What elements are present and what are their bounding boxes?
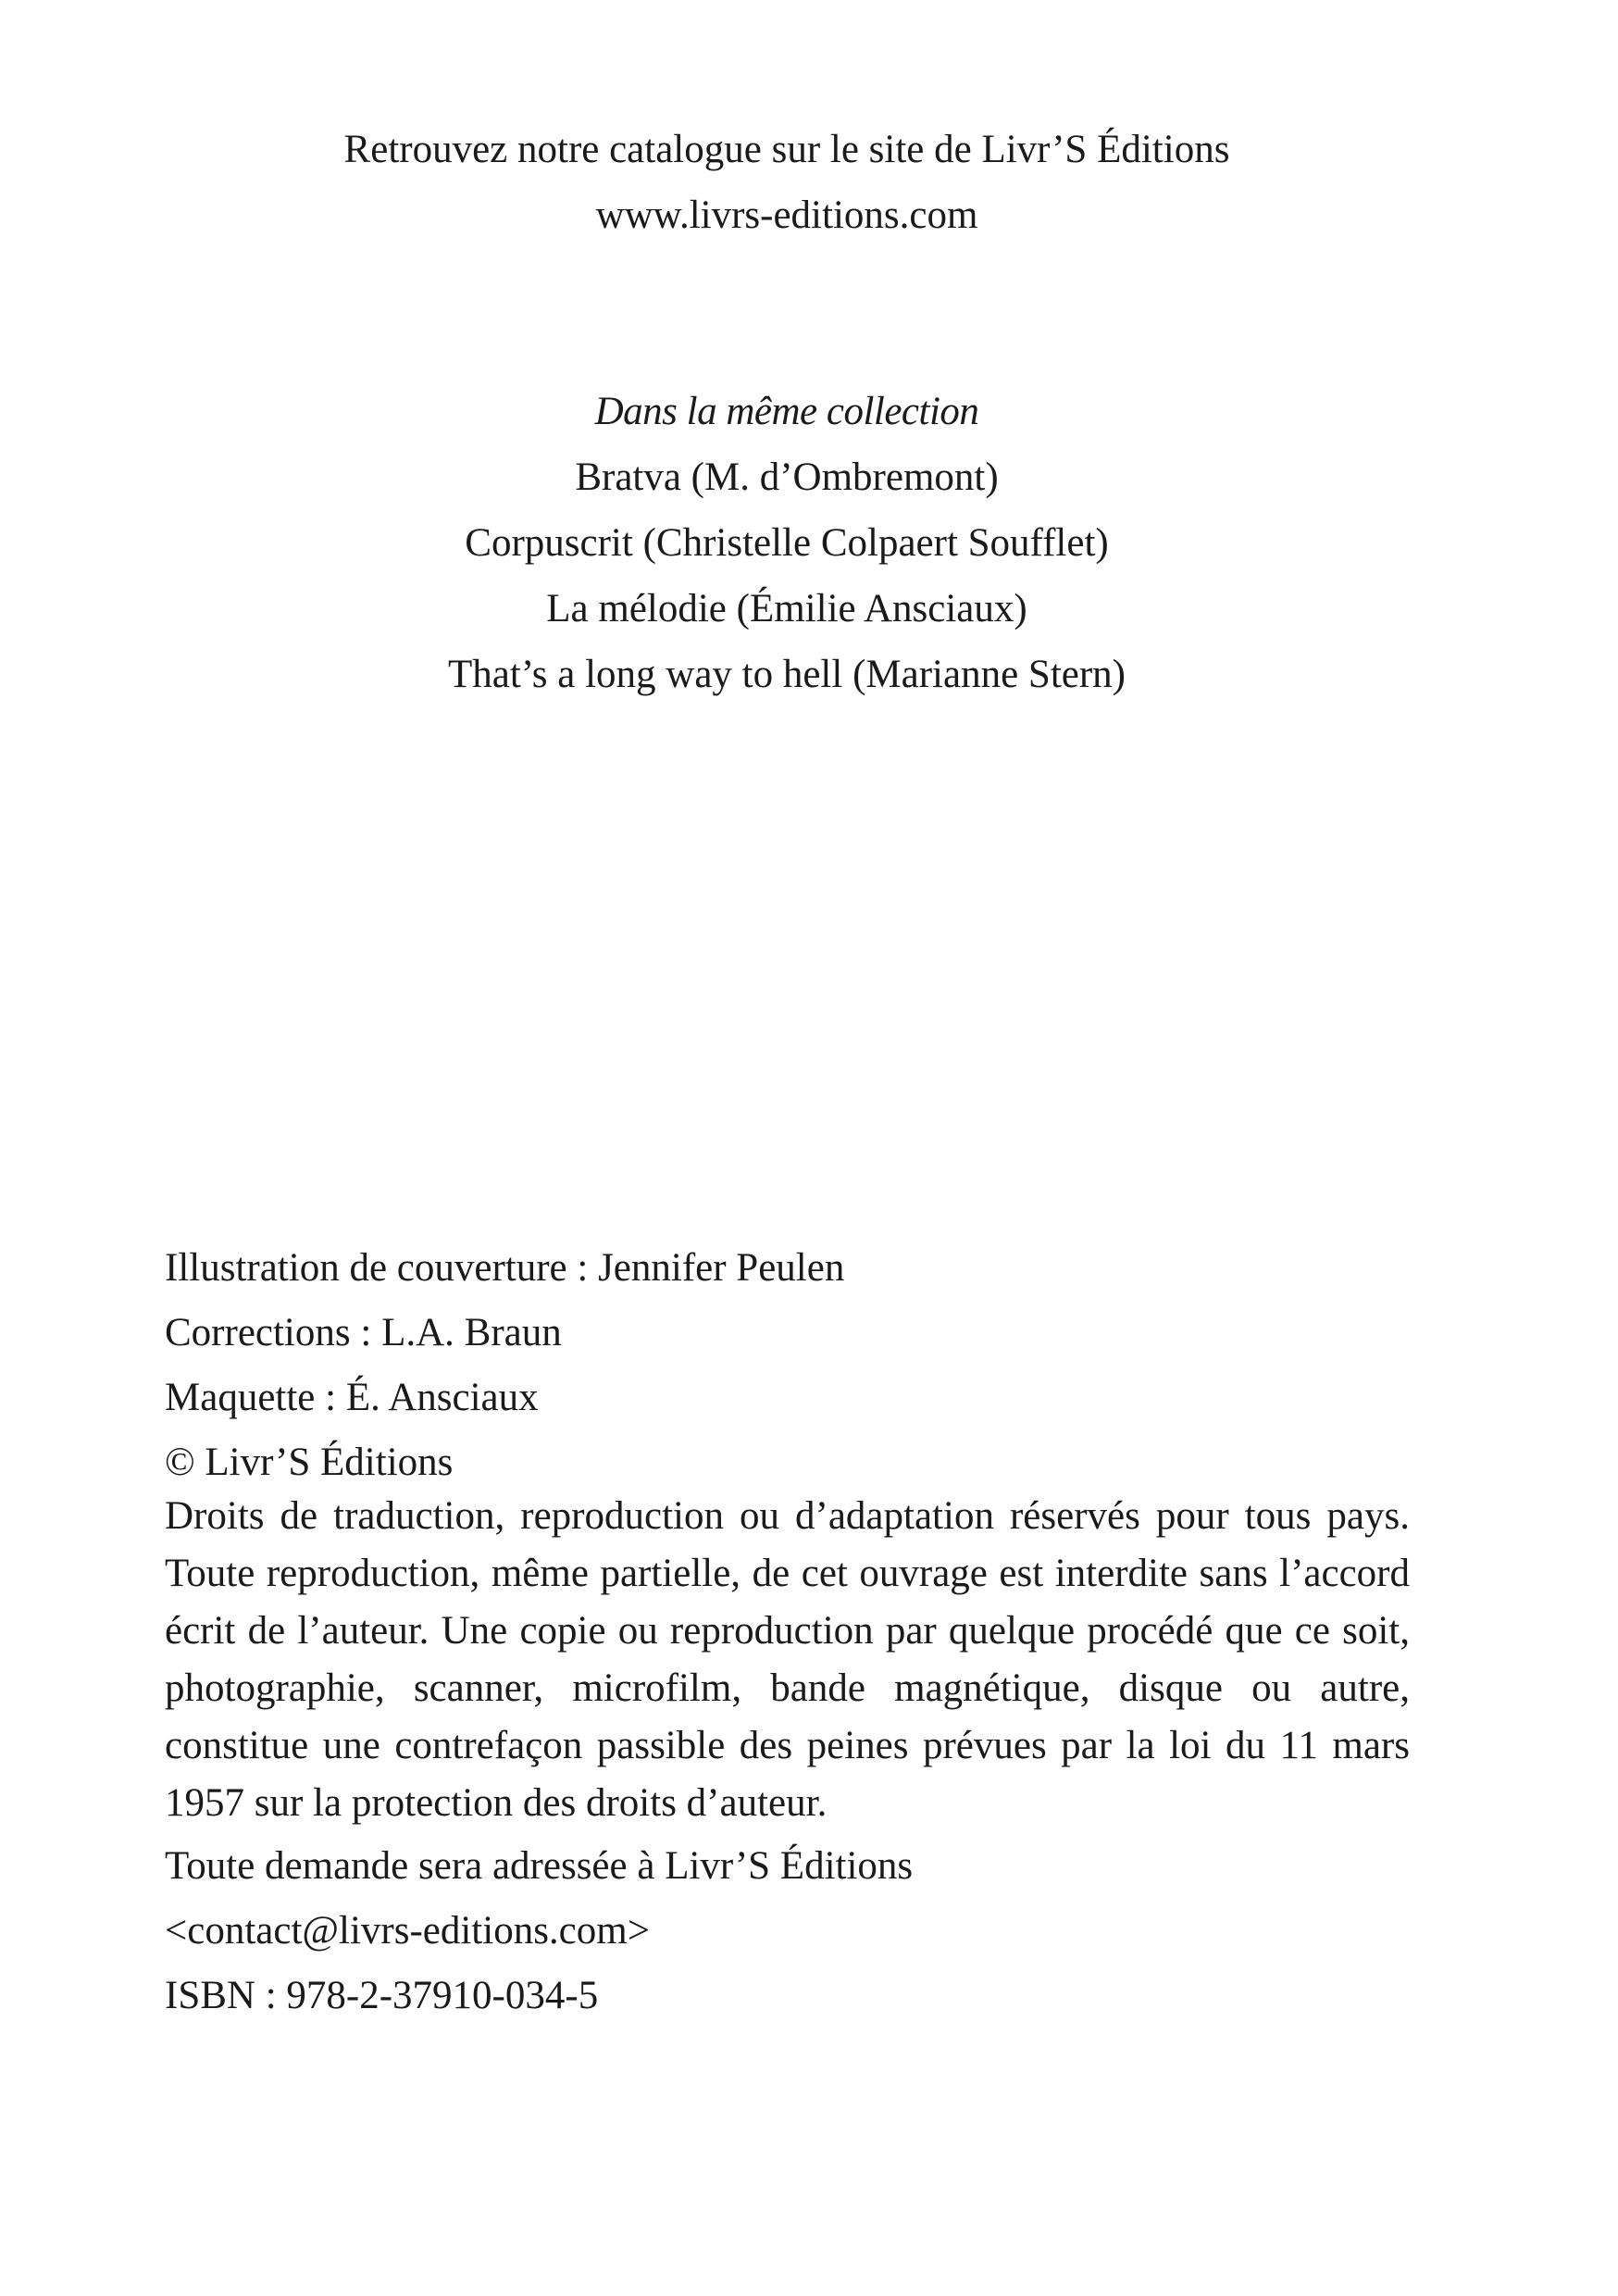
contact-email: <contact@livrs-editions.com> [165,1909,650,1953]
same-collection-list [0,379,1574,707]
corrections-credit: Corrections : L.A. Braun [165,1311,562,1354]
credits-block [165,1236,1410,2028]
catalogue-notice [0,117,1574,248]
catalogue-text: Retrouvez notre catalogue sur le site de Livr’S Éditions [343,128,1230,171]
collection-title: Bratva (M. d’Ombremont) [575,455,999,499]
collection-title: That’s a long way to hell (Marianne Stern) [448,653,1126,696]
rights-paragraph: Droits de traduction, reproduction ou d’adaptation réservés pour tous pays. Toute reproduction, même partielle, de cet ouvrage est interdite sans l’accord écrit de l’auteur. Une copie ou reproduction par quelque procédé que ce soit, photographie, scanner, microfilm, bande magnétique, disque ou autre, constitue une contrefaçon passible des peines prévues par la loi du 11 mars 1957 sur la protection des droits d’auteur. [165,1494,1410,1825]
website-url: www.livrs-editions.com [595,193,978,237]
collection-title: La mélodie (Émilie Ansciaux) [546,587,1027,630]
collection-title: Corpuscrit (Christelle Colpaert Soufflet) [465,521,1109,565]
requests-notice: Toute demande sera adressée à Livr’S Éditions [165,1844,914,1888]
copyright-notice: © Livr’S Éditions [165,1441,454,1484]
layout-credit: Maquette : É. Ansciaux [165,1376,539,1419]
cover-illustration-credit: Illustration de couverture : Jennifer Peulen [165,1246,845,1290]
collection-heading: Dans la même collection [594,390,979,433]
isbn: ISBN : 978-2-37910-034-5 [165,1974,599,2017]
